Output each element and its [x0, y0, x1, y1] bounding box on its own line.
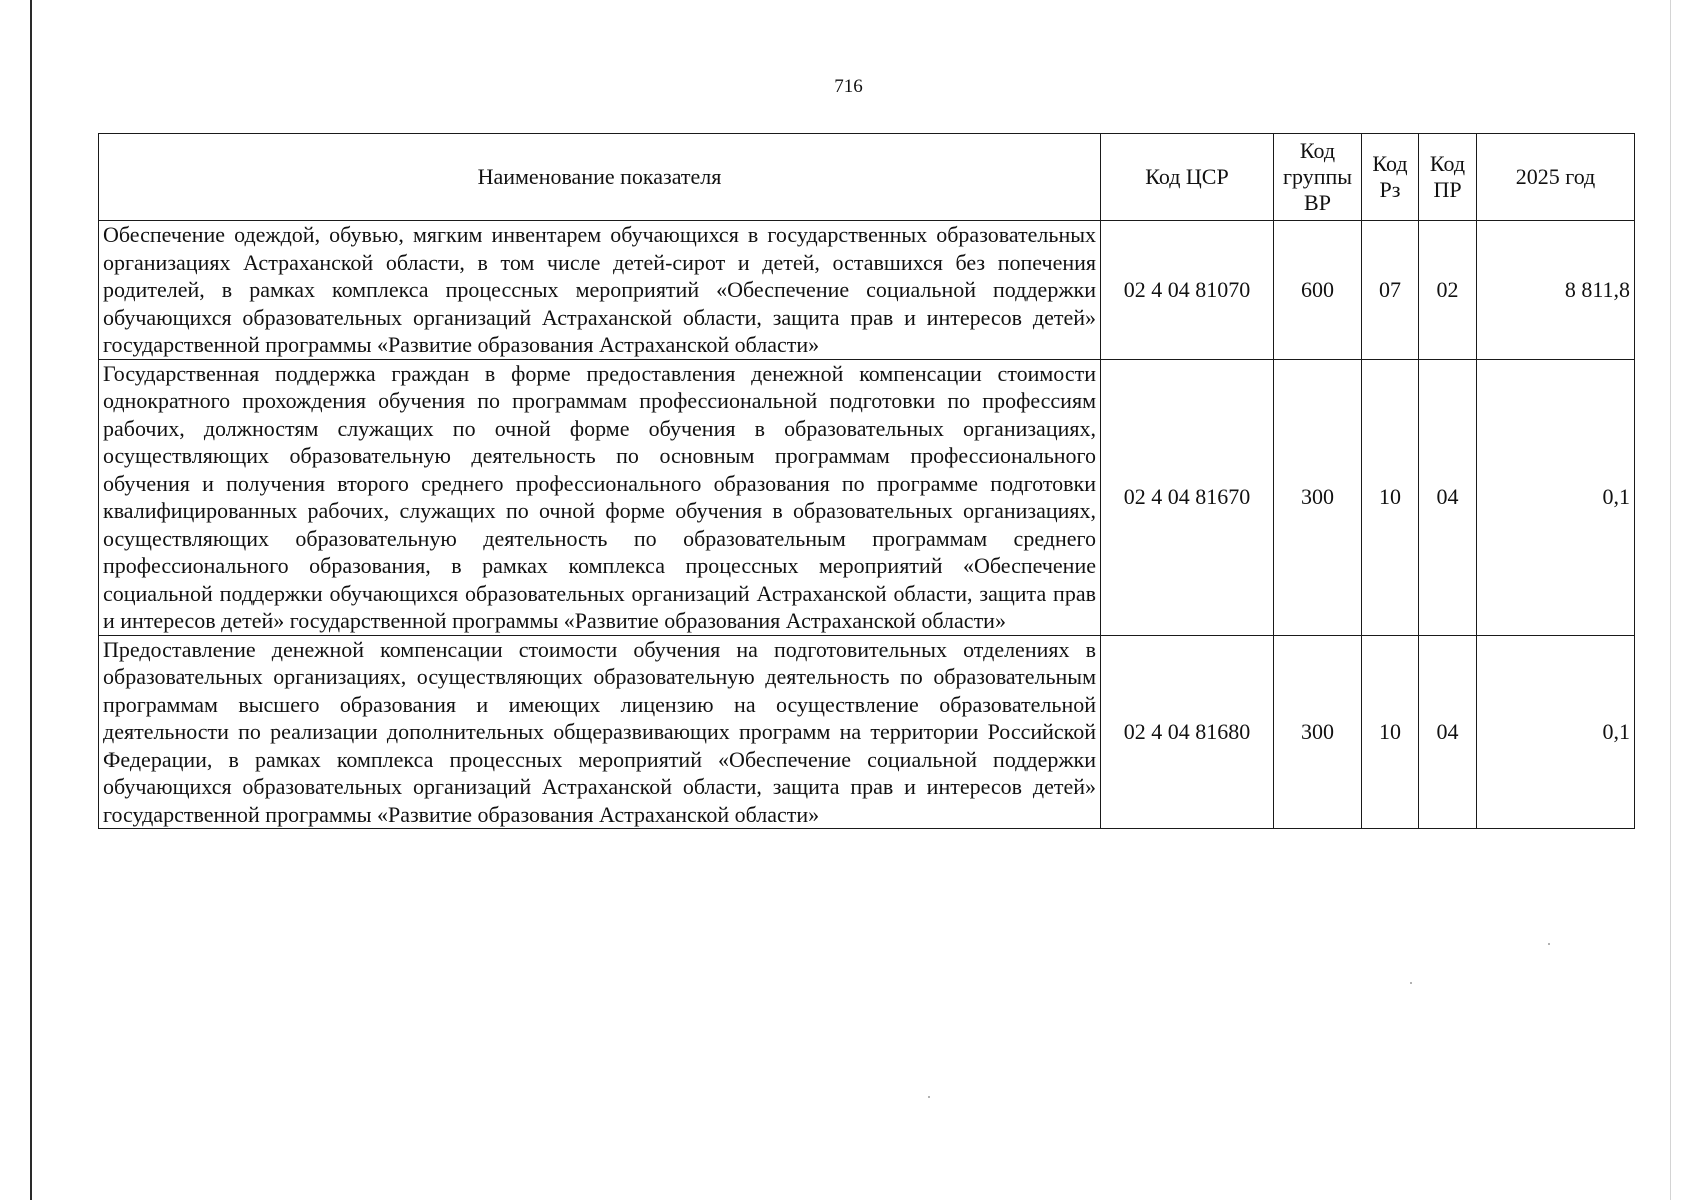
header-year: 2025 год — [1477, 134, 1635, 221]
page-number: 716 — [834, 76, 863, 97]
row-csr-code: 02 4 04 81680 — [1101, 635, 1274, 829]
row-pr-code: 04 — [1419, 635, 1477, 829]
row-csr-code: 02 4 04 81070 — [1101, 221, 1274, 360]
row-name: Государственная поддержка граждан в форме предоставления денежной компенсации стоимости однократного прохождения обучения по программам профессиональной подготовки по профессиям рабочих, должностям служащих по очной форме обучения в образовательных организациях, осуществляющих образовательную деятельность по основным программам профессионального обучения и получения второго среднего профессионального образования по программе подготовки квалифицированных рабочих, служащих по очной форме обучения в образовательных организациях, осуществляющих образовательную деятельность по образовательным программам среднего профессионального образования, в рамках комплекса процессных мероприятий «Обеспечение социальной поддержки обучающихся образовательных организаций Астраханской области, защита прав и интересов детей» государственной программы «Развитие образования Астраханской области» — [99, 359, 1101, 635]
table-row — [99, 359, 1635, 635]
row-csr-code: 02 4 04 81670 — [1101, 359, 1274, 635]
header-vr-code: Код группы ВР — [1274, 134, 1362, 221]
row-name: Обеспечение одеждой, обувью, мягким инвентарем обучающихся в государственных образовательных организациях Астраханской области, в том числе детей-сирот и детей, оставшихся без попечения родителей, в рамках комплекса процессных мероприятий «Обеспечение социальной поддержки обучающихся образовательных организаций Астраханской области, защита прав и интересов детей» государственной программы «Развитие образования Астраханской области» — [99, 221, 1101, 360]
header-rz-code: Код Рз — [1362, 134, 1419, 221]
header-csr-code: Код ЦСР — [1101, 134, 1274, 221]
row-pr-code: 04 — [1419, 359, 1477, 635]
row-rz-code: 10 — [1362, 635, 1419, 829]
row-pr-code: 02 — [1419, 221, 1477, 360]
header-name: Наименование показателя — [99, 134, 1101, 221]
table-row — [99, 221, 1635, 360]
scan-speck — [928, 1096, 930, 1098]
scan-edge-line-right — [1670, 0, 1671, 1200]
scan-speck — [1410, 982, 1412, 984]
row-vr-code: 300 — [1274, 635, 1362, 829]
row-rz-code: 10 — [1362, 359, 1419, 635]
scan-edge-line — [30, 0, 32, 1200]
row-vr-code: 600 — [1274, 221, 1362, 360]
row-amount: 8 811,8 — [1477, 221, 1635, 360]
scan-speck — [1548, 943, 1550, 945]
row-amount: 0,1 — [1477, 359, 1635, 635]
row-amount: 0,1 — [1477, 635, 1635, 829]
table-row — [99, 635, 1635, 829]
table-header-row — [99, 134, 1635, 221]
row-name: Предоставление денежной компенсации стоимости обучения на подготовительных отделениях в образовательных организациях, осуществляющих образовательную деятельность по образовательным программам высшего образования и имеющих лицензию на осуществление образовательной деятельности по реализации дополнительных общеразвивающих программ на территории Российской Федерации, в рамках комплекса процессных мероприятий «Обеспечение социальной поддержки обучающихся образовательных организаций Астраханской области, защита прав и интересов детей» государственной программы «Развитие образования Астраханской области» — [99, 635, 1101, 829]
row-vr-code: 300 — [1274, 359, 1362, 635]
row-rz-code: 07 — [1362, 221, 1419, 360]
budget-table — [98, 133, 1635, 829]
header-pr-code: Код ПР — [1419, 134, 1477, 221]
